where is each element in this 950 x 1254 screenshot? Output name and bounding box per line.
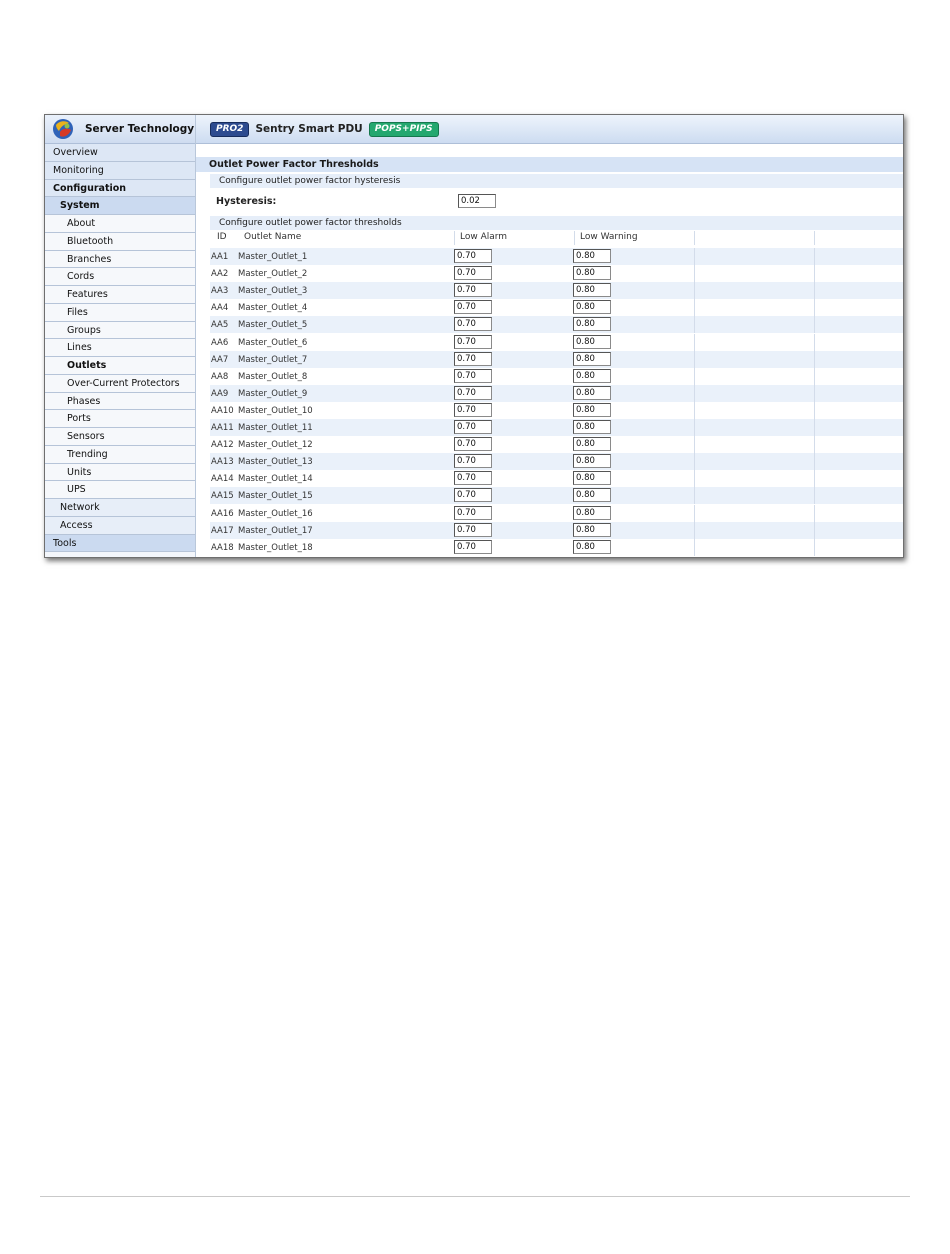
column-divider bbox=[694, 368, 695, 385]
table-row bbox=[210, 487, 903, 504]
column-header-outlet-name: Outlet Name bbox=[244, 232, 302, 242]
low-alarm-input[interactable] bbox=[454, 266, 492, 280]
low-alarm-input[interactable] bbox=[454, 506, 492, 520]
sidebar-item-features[interactable]: Features bbox=[45, 286, 195, 304]
column-divider bbox=[694, 487, 695, 504]
low-alarm-input[interactable] bbox=[454, 335, 492, 349]
table-row bbox=[210, 248, 903, 265]
column-header-low-warning: Low Warning bbox=[580, 232, 638, 242]
outlet-id: AA6 bbox=[211, 337, 229, 348]
outlet-id: AA3 bbox=[211, 286, 229, 297]
outlet-name: Master_Outlet_8 bbox=[238, 371, 308, 382]
low-alarm-input[interactable] bbox=[454, 523, 492, 537]
sidebar-item-bluetooth[interactable]: Bluetooth bbox=[45, 233, 195, 251]
main-panel bbox=[196, 115, 903, 557]
low-warning-input[interactable] bbox=[573, 471, 611, 485]
outlet-id: AA17 bbox=[211, 525, 234, 536]
low-warning-input[interactable] bbox=[573, 540, 611, 554]
screenshot-window bbox=[44, 114, 904, 558]
low-alarm-input[interactable] bbox=[454, 488, 492, 502]
low-warning-input[interactable] bbox=[573, 283, 611, 297]
column-divider bbox=[454, 231, 455, 245]
low-alarm-input[interactable] bbox=[454, 283, 492, 297]
low-alarm-input[interactable] bbox=[454, 471, 492, 485]
low-warning-input[interactable] bbox=[573, 437, 611, 451]
outlet-name: Master_Outlet_14 bbox=[238, 474, 313, 485]
outlet-name: Master_Outlet_11 bbox=[238, 423, 313, 433]
low-warning-input[interactable] bbox=[573, 420, 611, 434]
sidebar-item-configuration[interactable]: Configuration bbox=[45, 180, 195, 198]
low-warning-input[interactable] bbox=[573, 386, 611, 400]
column-divider bbox=[814, 265, 815, 282]
sidebar-item-outlets[interactable]: Outlets bbox=[45, 357, 195, 375]
pops-pips-badge: POPS+PIPS bbox=[369, 122, 439, 137]
thresholds-heading: Configure outlet power factor thresholds bbox=[210, 216, 903, 230]
column-divider bbox=[814, 522, 815, 539]
column-divider bbox=[694, 385, 695, 402]
outlet-name: Master_Outlet_18 bbox=[238, 542, 313, 553]
hysteresis-heading: Configure outlet power factor hysteresis bbox=[210, 174, 903, 188]
sidebar-item-phases[interactable]: Phases bbox=[45, 393, 195, 411]
page-footer-rule bbox=[40, 1196, 910, 1197]
sidebar-item-branches[interactable]: Branches bbox=[45, 251, 195, 269]
outlet-id: AA11 bbox=[211, 423, 234, 433]
sidebar-item-overview[interactable]: Overview bbox=[45, 144, 195, 162]
table-row bbox=[210, 470, 903, 487]
table-row bbox=[210, 282, 903, 299]
outlet-name: Master_Outlet_7 bbox=[238, 354, 308, 365]
sidebar-item-cords[interactable]: Cords bbox=[45, 268, 195, 286]
column-divider bbox=[694, 436, 695, 453]
outlet-name: Master_Outlet_5 bbox=[238, 320, 308, 331]
brand-header bbox=[45, 115, 195, 144]
column-divider bbox=[694, 505, 695, 522]
table-row bbox=[210, 539, 903, 556]
low-alarm-input[interactable] bbox=[454, 540, 492, 554]
sidebar-item-over-current-protectors[interactable]: Over-Current Protectors bbox=[45, 375, 195, 393]
outlet-name: Master_Outlet_4 bbox=[238, 303, 308, 314]
outlet-id: AA15 bbox=[211, 491, 234, 502]
low-alarm-input[interactable] bbox=[454, 403, 492, 417]
outlet-id: AA9 bbox=[211, 388, 229, 399]
column-divider bbox=[694, 402, 695, 419]
table-row bbox=[210, 419, 903, 436]
column-divider bbox=[694, 231, 695, 245]
table-header bbox=[210, 231, 903, 245]
column-divider bbox=[694, 299, 695, 316]
outlet-id: AA1 bbox=[211, 252, 229, 262]
low-warning-input[interactable] bbox=[573, 317, 611, 331]
column-divider bbox=[694, 351, 695, 368]
table-row bbox=[210, 505, 903, 522]
table-row bbox=[210, 402, 903, 419]
outlet-name: Master_Outlet_9 bbox=[238, 388, 308, 399]
sidebar-item-access[interactable]: Access bbox=[45, 517, 195, 535]
outlet-id: AA12 bbox=[211, 440, 234, 451]
table-row bbox=[210, 316, 903, 333]
column-divider bbox=[814, 402, 815, 419]
column-divider bbox=[574, 231, 575, 245]
pro2-badge: PRO2 bbox=[210, 122, 249, 137]
sidebar bbox=[45, 115, 196, 557]
low-alarm-input[interactable] bbox=[454, 420, 492, 434]
table-row bbox=[210, 368, 903, 385]
column-divider bbox=[814, 487, 815, 504]
column-divider bbox=[694, 419, 695, 436]
table-row bbox=[210, 265, 903, 282]
column-divider bbox=[694, 282, 695, 299]
low-warning-input[interactable] bbox=[573, 249, 611, 263]
column-divider bbox=[694, 316, 695, 333]
sidebar-item-units[interactable]: Units bbox=[45, 464, 195, 482]
column-divider bbox=[814, 453, 815, 470]
outlet-id: AA14 bbox=[211, 474, 234, 485]
outlet-id: AA2 bbox=[211, 269, 229, 280]
column-divider bbox=[814, 248, 815, 265]
outlet-name: Master_Outlet_13 bbox=[238, 457, 313, 468]
sidebar-item-network[interactable]: Network bbox=[45, 499, 195, 517]
table-row bbox=[210, 522, 903, 539]
hysteresis-label: Hysteresis: bbox=[216, 196, 277, 207]
low-warning-input[interactable] bbox=[573, 506, 611, 520]
low-alarm-input[interactable] bbox=[454, 317, 492, 331]
low-warning-input[interactable] bbox=[573, 352, 611, 366]
column-divider bbox=[814, 351, 815, 368]
outlet-id: AA7 bbox=[211, 354, 229, 365]
column-header-id: ID bbox=[217, 232, 227, 242]
server-technology-logo-icon bbox=[51, 117, 75, 141]
low-warning-input[interactable] bbox=[573, 266, 611, 280]
table-row bbox=[210, 299, 903, 316]
sidebar-item-files[interactable]: Files bbox=[45, 304, 195, 322]
column-divider bbox=[694, 334, 695, 351]
column-divider bbox=[814, 282, 815, 299]
column-divider bbox=[694, 522, 695, 539]
sidebar-item-ports[interactable]: Ports bbox=[45, 410, 195, 428]
outlet-id: AA13 bbox=[211, 457, 234, 468]
column-divider bbox=[814, 385, 815, 402]
sidebar-item-monitoring[interactable]: Monitoring bbox=[45, 162, 195, 180]
low-alarm-input[interactable] bbox=[454, 437, 492, 451]
low-alarm-input[interactable] bbox=[454, 249, 492, 263]
outlet-name: Master_Outlet_16 bbox=[238, 508, 313, 519]
brand-name: Server Technology bbox=[85, 123, 195, 135]
column-divider bbox=[814, 436, 815, 453]
table-row bbox=[210, 453, 903, 470]
sidebar-item-groups[interactable]: Groups bbox=[45, 322, 195, 340]
low-alarm-input[interactable] bbox=[454, 386, 492, 400]
outlet-name: Master_Outlet_15 bbox=[238, 491, 313, 502]
column-header-low-alarm: Low Alarm bbox=[460, 232, 508, 242]
outlet-name: Master_Outlet_6 bbox=[238, 337, 308, 348]
outlet-name: Master_Outlet_17 bbox=[238, 525, 313, 536]
table-row bbox=[210, 351, 903, 368]
sidebar-item-sensors[interactable]: Sensors bbox=[45, 428, 195, 446]
low-warning-input[interactable] bbox=[573, 369, 611, 383]
sidebar-item-ups[interactable]: UPS bbox=[45, 481, 195, 499]
product-bar bbox=[196, 115, 903, 144]
outlet-name: Master_Outlet_3 bbox=[238, 286, 308, 297]
sidebar-item-lines[interactable]: Lines bbox=[45, 339, 195, 357]
product-title: Sentry Smart PDU bbox=[255, 123, 363, 135]
table-row bbox=[210, 436, 903, 453]
outlet-name: Master_Outlet_1 bbox=[238, 252, 308, 262]
column-divider bbox=[694, 453, 695, 470]
outlet-id: AA18 bbox=[211, 542, 234, 553]
column-divider bbox=[814, 505, 815, 522]
column-divider bbox=[694, 470, 695, 487]
nav-list bbox=[45, 144, 195, 552]
outlet-id: AA5 bbox=[211, 320, 229, 331]
low-alarm-input[interactable] bbox=[454, 369, 492, 383]
outlet-name: Master_Outlet_2 bbox=[238, 269, 308, 280]
section-title: Outlet Power Factor Thresholds bbox=[196, 157, 903, 172]
column-divider bbox=[694, 265, 695, 282]
table-row bbox=[210, 385, 903, 402]
outlet-id: AA8 bbox=[211, 371, 229, 382]
outlet-id: AA4 bbox=[211, 303, 229, 314]
outlet-name: Master_Outlet_10 bbox=[238, 405, 313, 416]
low-alarm-input[interactable] bbox=[454, 300, 492, 314]
low-warning-input[interactable] bbox=[573, 300, 611, 314]
outlet-id: AA16 bbox=[211, 508, 234, 519]
hysteresis-input[interactable] bbox=[458, 194, 496, 208]
column-divider bbox=[814, 231, 815, 245]
column-divider bbox=[694, 248, 695, 265]
sidebar-item-tools[interactable]: Tools bbox=[45, 535, 195, 553]
low-alarm-input[interactable] bbox=[454, 352, 492, 366]
low-warning-input[interactable] bbox=[573, 488, 611, 502]
low-warning-input[interactable] bbox=[573, 523, 611, 537]
column-divider bbox=[814, 470, 815, 487]
column-divider bbox=[814, 539, 815, 556]
low-warning-input[interactable] bbox=[573, 335, 611, 349]
column-divider bbox=[814, 334, 815, 351]
sidebar-item-trending[interactable]: Trending bbox=[45, 446, 195, 464]
outlet-id: AA10 bbox=[211, 405, 234, 416]
low-alarm-input[interactable] bbox=[454, 454, 492, 468]
low-warning-input[interactable] bbox=[573, 454, 611, 468]
column-divider bbox=[814, 299, 815, 316]
table-row bbox=[210, 334, 903, 351]
column-divider bbox=[814, 316, 815, 333]
column-divider bbox=[694, 539, 695, 556]
column-divider bbox=[814, 419, 815, 436]
sidebar-item-system[interactable]: System bbox=[45, 197, 195, 215]
outlet-name: Master_Outlet_12 bbox=[238, 440, 313, 451]
column-divider bbox=[814, 368, 815, 385]
low-warning-input[interactable] bbox=[573, 403, 611, 417]
sidebar-item-about[interactable]: About bbox=[45, 215, 195, 233]
